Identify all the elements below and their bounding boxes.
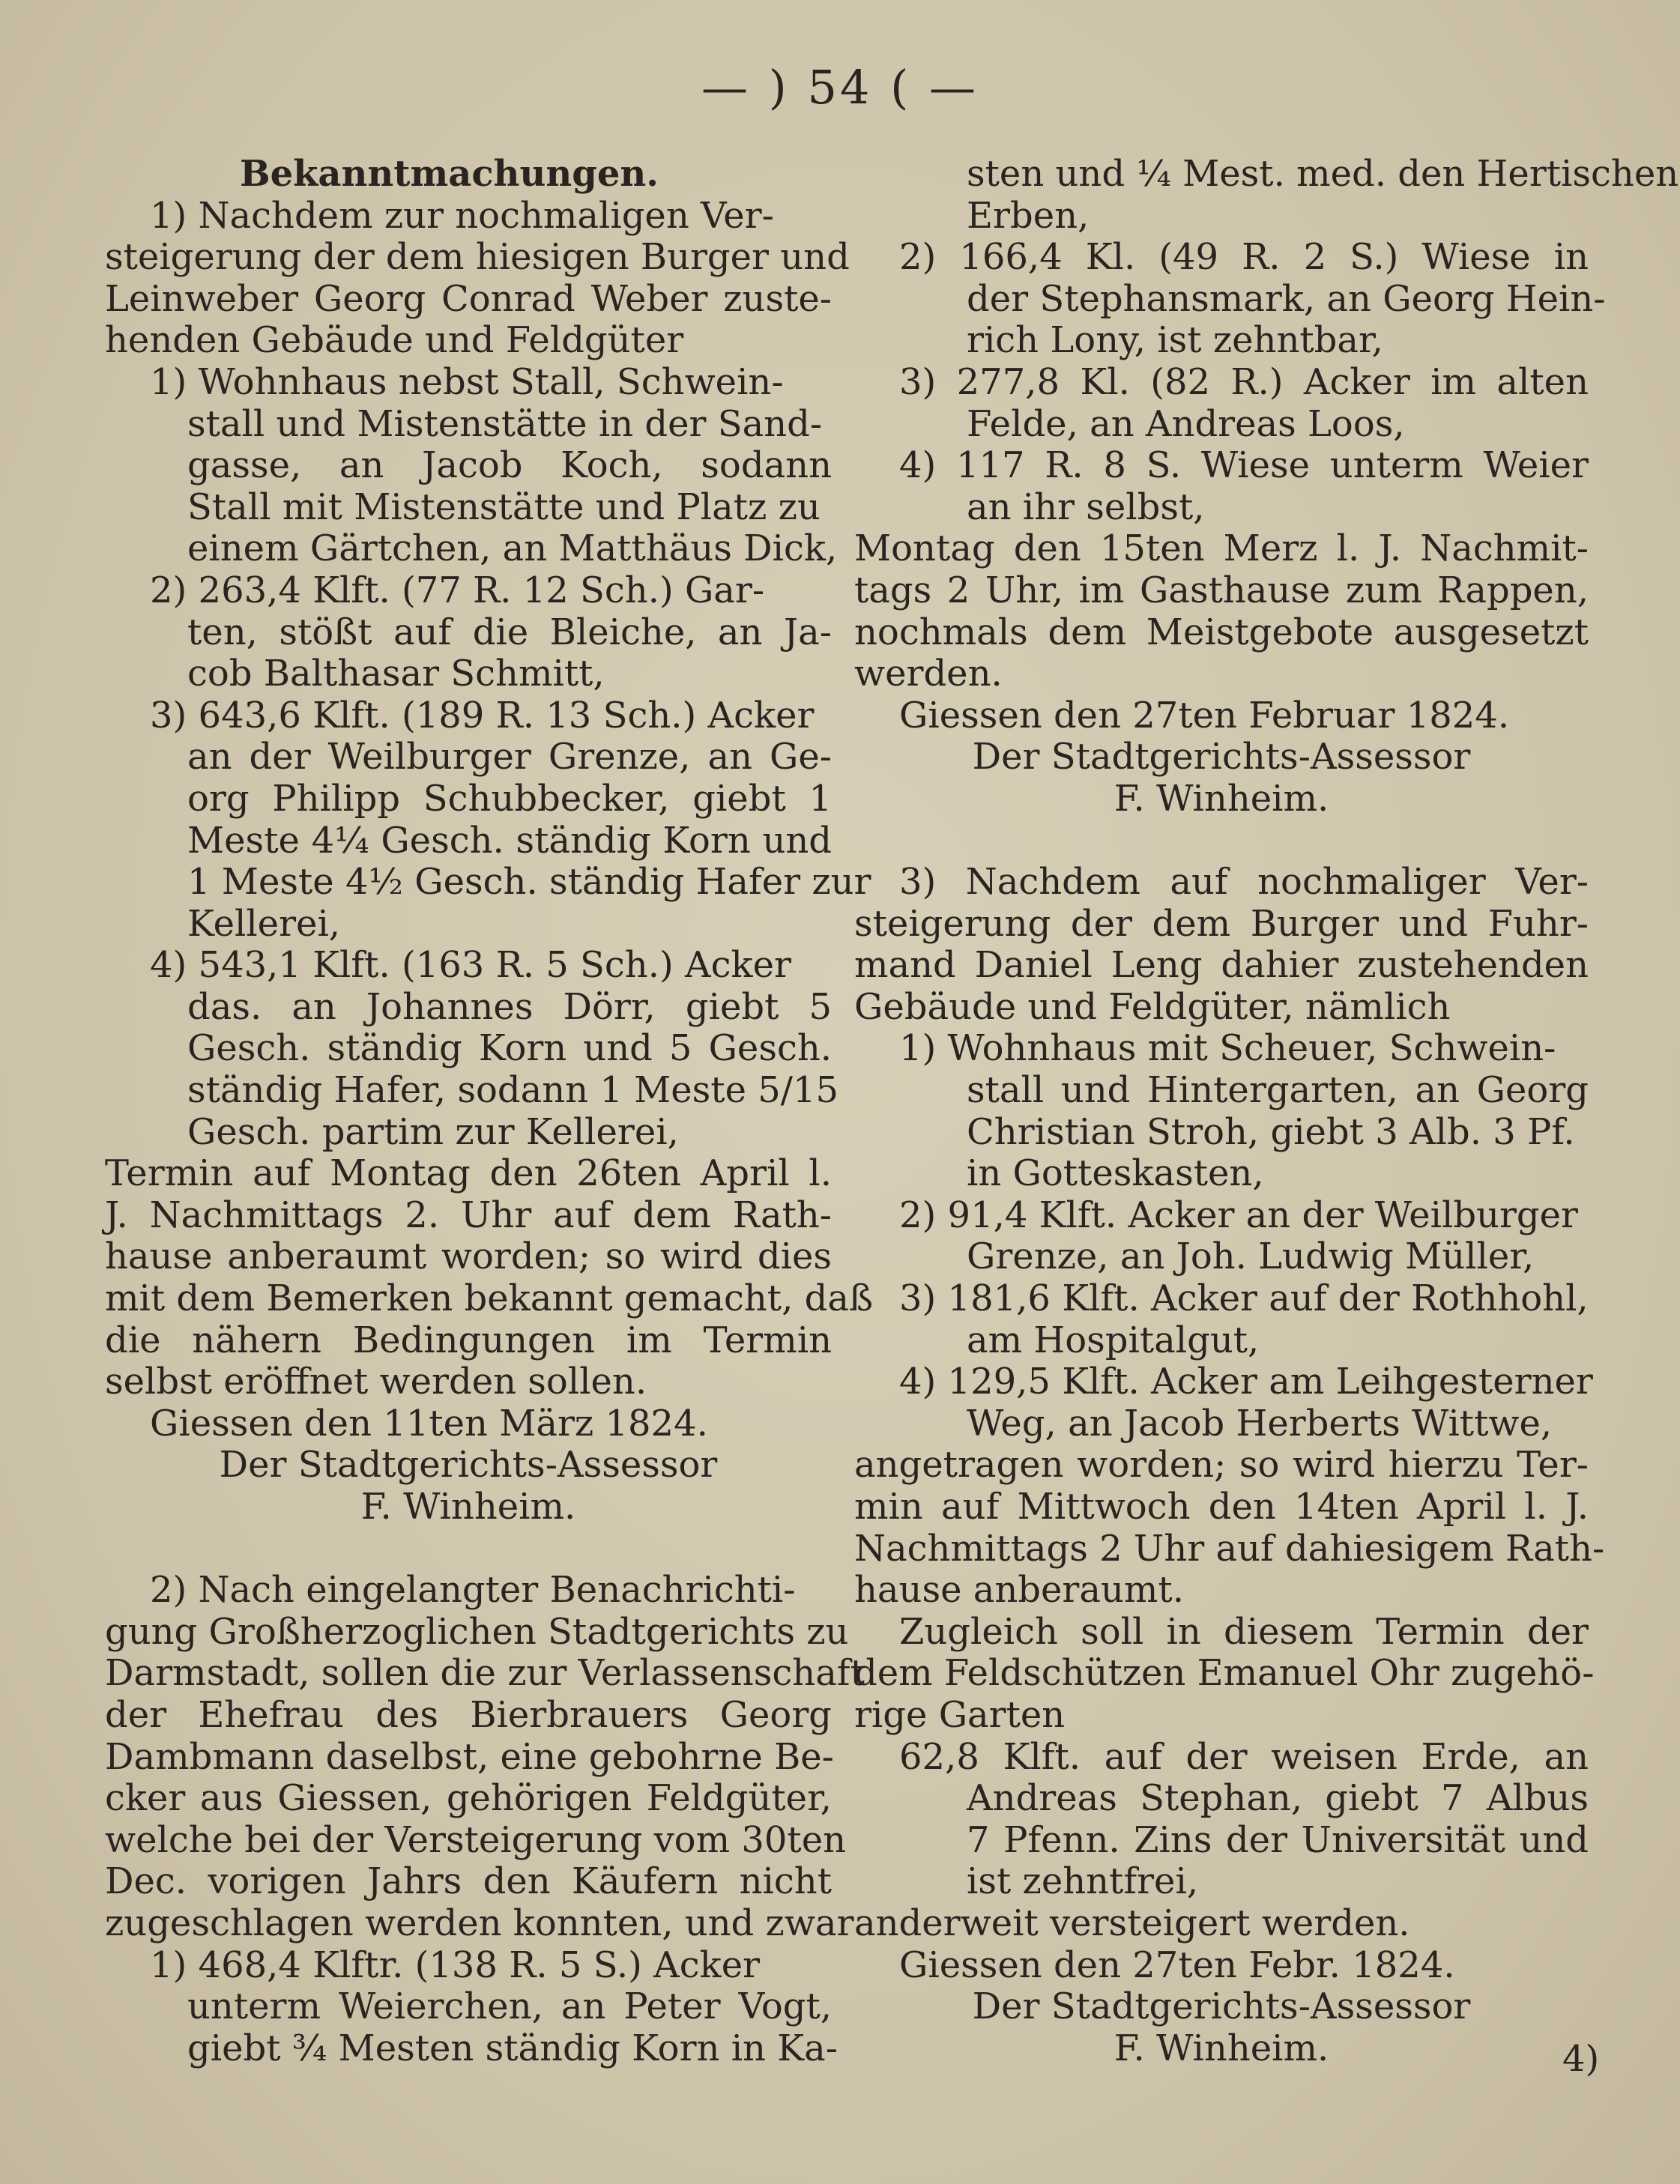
text-line: Felde, an Andreas Loos, <box>967 402 1405 445</box>
text-line: henden Gebäude und Feldgüter <box>105 319 684 362</box>
text-line: ständig Hafer, sodann 1 Meste 5/15 <box>187 1069 839 1112</box>
text-line: 4) 117 R. 8 S. Wiese unterm Weier <box>899 444 1589 487</box>
text-line: Darmstadt, sollen die zur Verlassenschaft <box>105 1652 865 1695</box>
text-line: J. Nachmittags 2. Uhr auf dem Rath- <box>105 1194 832 1236</box>
text-line: giebt ¾ Mesten ständig Korn in Ka- <box>187 2027 838 2069</box>
text-line <box>854 820 1589 862</box>
text-line: der Stephansmark, an Georg Hein- <box>967 277 1606 320</box>
text-line: 1) 468,4 Klftr. (138 R. 5 S.) Acker <box>150 1943 761 1986</box>
text-line: stall und Hintergarten, an Georg <box>967 1069 1589 1112</box>
text-line: welche bei der Versteigerung vom 30ten <box>105 1818 847 1861</box>
text-line: Giessen den 27ten Februar 1824. <box>899 694 1510 736</box>
text-line: Grenze, an Joh. Ludwig Müller, <box>967 1235 1535 1278</box>
text-line: 1 Meste 4½ Gesch. ständig Hafer zur <box>187 861 871 904</box>
text-line: F. Winheim. <box>1114 777 1329 820</box>
text-line: Der Stadtgerichts-Assessor <box>972 1985 1471 2028</box>
text-line: F. Winheim. <box>1114 2027 1329 2069</box>
text-line: die nähern Bedingungen im Termin <box>105 1319 832 1361</box>
text-line: 7 Pfenn. Zins der Universität und <box>967 1818 1589 1861</box>
text-line: tags 2 Uhr, im Gasthause zum Rappen, <box>854 569 1589 611</box>
text-line: 2) 263,4 Klft. (77 R. 12 Sch.) Gar- <box>150 569 765 611</box>
left-text-lines <box>105 194 874 2070</box>
text-line: selbst eröffnet werden sollen. <box>105 1361 647 1403</box>
text-line: org Philipp Schubbecker, giebt 1 <box>187 777 832 820</box>
text-line: Zugleich soll in diesem Termin der <box>899 1610 1589 1653</box>
text-line: 3) 643,6 Klft. (189 R. 13 Sch.) Acker <box>150 694 815 736</box>
text-line: gasse, an Jacob Koch, sodann <box>187 444 832 487</box>
text-line: Gebäude und Feldgüter, nämlich <box>854 985 1451 1028</box>
text-line: Giessen den 27ten Febr. 1824. <box>899 1943 1455 1986</box>
text-line: cob Balthasar Schmitt, <box>187 653 605 695</box>
text-line: gung Großherzoglichen Stadtgerichts zu <box>105 1610 849 1653</box>
text-line: nochmals dem Meistgebote ausgesetzt <box>854 611 1589 653</box>
text-line: hause anberaumt worden; so wird dies <box>105 1235 832 1278</box>
text-line: 3) 277,8 Kl. (82 R.) Acker im alten <box>899 360 1589 403</box>
text-line: 2) 91,4 Klft. Acker an der Weilburger <box>899 1194 1578 1236</box>
text-line: Der Stadtgerichts-Assessor <box>972 736 1471 778</box>
text-line: Dec. vorigen Jahrs den Käufern nicht <box>105 1860 832 1903</box>
text-line: rige Garten <box>854 1693 1066 1736</box>
text-line: unterm Weierchen, an Peter Vogt, <box>187 1985 832 2028</box>
text-line: Montag den 15ten Merz l. J. Nachmit- <box>854 527 1589 570</box>
text-line: an der Weilburger Grenze, an Ge- <box>187 736 832 778</box>
left-column <box>105 153 874 2069</box>
text-line: hause anberaumt. <box>854 1569 1184 1612</box>
text-line: Leinweber Georg Conrad Weber zuste- <box>105 277 832 320</box>
text-line: Stall mit Mistenstätte und Platz zu <box>187 485 821 528</box>
text-line: 4) 543,1 Klft. (163 R. 5 Sch.) Acker <box>150 944 791 987</box>
text-line: 1) Wohnhaus mit Scheuer, Schwein- <box>899 1027 1556 1070</box>
text-line: Termin auf Montag den 26ten April l. <box>105 1152 832 1195</box>
text-line: ist zehntfrei, <box>967 1860 1199 1903</box>
text-line: Dambmann daselbst, eine gebohrne Be- <box>105 1735 834 1778</box>
text-line: cker aus Giessen, gehörigen Feldgüter, <box>105 1777 832 1820</box>
text-line: in Gotteskasten, <box>967 1152 1264 1195</box>
text-line: 1) Nachdem zur nochmaligen Ver- <box>150 194 774 237</box>
text-line: 1) Wohnhaus nebst Stall, Schwein- <box>150 360 784 403</box>
text-line: Gesch. partim zur Kellerei, <box>187 1110 679 1153</box>
text-line: Andreas Stephan, giebt 7 Albus <box>967 1777 1589 1820</box>
text-line: steigerung der dem Burger und Fuhr- <box>854 902 1589 945</box>
text-line: stall und Mistenstätte in der Sand- <box>187 402 823 445</box>
text-line: 2) Nach eingelangter Benachrichti- <box>150 1569 796 1612</box>
text-line: 3) 181,6 Klft. Acker auf der Rothhohl, <box>899 1277 1589 1320</box>
text-line: 62,8 Klft. auf der weisen Erde, an <box>899 1735 1589 1778</box>
text-line: Nachmittags 2 Uhr auf dahiesigem Rath- <box>854 1527 1605 1570</box>
text-line: min auf Mittwoch den 14ten April l. J. <box>854 1486 1589 1528</box>
text-line: Meste 4¼ Gesch. ständig Korn und <box>187 819 832 862</box>
section-heading: Bekanntmachungen. <box>240 153 659 195</box>
page-header: — ) 54 ( — <box>701 60 979 115</box>
text-line: das. an Johannes Dörr, giebt 5 <box>187 985 832 1028</box>
right-column <box>854 153 1679 2069</box>
text-line: am Hospitalgut, <box>967 1319 1260 1361</box>
text-line: steigerung der dem hiesigen Burger und <box>105 236 850 279</box>
text-line: Erben, <box>967 194 1090 237</box>
text-line: werden. <box>854 653 1003 695</box>
text-line <box>105 1528 832 1570</box>
text-line: Christian Stroh, giebt 3 Alb. 3 Pf. <box>967 1110 1575 1153</box>
text-line: 4) 129,5 Klft. Acker am Leihgesterner <box>899 1361 1593 1403</box>
text-line: einem Gärtchen, an Matthäus Dick, <box>187 527 838 570</box>
text-line: mand Daniel Leng dahier zustehenden <box>854 944 1589 987</box>
text-line: Giessen den 11ten März 1824. <box>150 1402 708 1445</box>
text-line: sten und ¼ Mest. med. den Hertischen <box>967 153 1679 195</box>
text-line: Weg, an Jacob Herberts Wittwe, <box>967 1402 1553 1445</box>
text-line: Kellerei, <box>187 902 341 945</box>
text-line: der Ehefrau des Bierbrauers Georg <box>105 1693 832 1736</box>
text-line: Gesch. ständig Korn und 5 Gesch. <box>187 1027 832 1070</box>
right-text-lines <box>854 153 1679 2069</box>
text-line: mit dem Bemerken bekannt gemacht, daß <box>105 1277 874 1320</box>
text-line: rich Lony, ist zehntbar, <box>967 319 1383 362</box>
text-line: 3) Nachdem auf nochmaliger Ver- <box>899 861 1589 904</box>
text-line: an ihr selbst, <box>967 485 1205 528</box>
text-line: F. Winheim. <box>360 1486 576 1528</box>
text-line: zugeschlagen werden konnten, und zwar <box>105 1902 854 1944</box>
text-line: anderweit versteigert werden. <box>854 1902 1410 1944</box>
text-line: angetragen worden; so wird hierzu Ter- <box>854 1444 1589 1486</box>
text-line: Der Stadtgerichts-Assessor <box>219 1444 718 1486</box>
catchword: 4) <box>1562 2038 1600 2080</box>
text-line: dem Feldschützen Emanuel Ohr zugehö- <box>854 1652 1595 1695</box>
text-line: ten, stößt auf die Bleiche, an Ja- <box>187 611 832 653</box>
text-line: 2) 166,4 Kl. (49 R. 2 S.) Wiese in <box>899 236 1589 279</box>
